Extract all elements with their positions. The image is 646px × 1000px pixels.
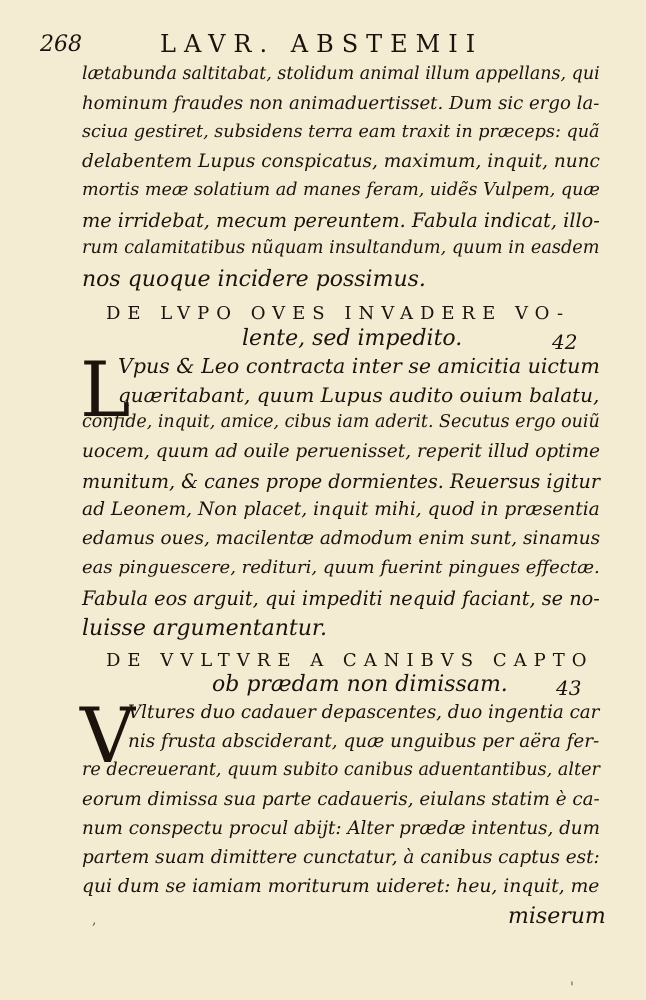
text-line: eas pinguescere, redituri, quum fuerint pingues effectæ. bbox=[82, 557, 600, 578]
fable-subtitle: lente, sed impedito. bbox=[242, 326, 463, 351]
running-title: LAVR. ABSTEMII bbox=[160, 30, 484, 58]
text-line: Vltures duo cadauer depascentes, duo ingentia car bbox=[128, 702, 600, 723]
fable-title: DE VVLTVRE A CANIBVS CAPTO bbox=[106, 650, 594, 671]
text-line: delabentem Lupus conspicatus, maximum, inquit, nunc bbox=[82, 151, 600, 172]
text-line: Fabula eos arguit, qui impediti nequid faciant, se no- bbox=[82, 587, 600, 610]
drop-cap: V bbox=[80, 691, 135, 780]
catchword: miserum bbox=[508, 904, 606, 929]
text-line: rum calamitatibus nũquam insultandum, quum in easdem bbox=[82, 238, 600, 258]
text-line: nos quoque incidere possimus. bbox=[82, 267, 426, 292]
text-line: confide, inquit, amice, cibus iam aderit. Secutus ergo ouiũ bbox=[82, 412, 600, 432]
text-line: luisse argumentantur. bbox=[82, 616, 327, 641]
text-line: partem suam dimittere cunctatur, à canibus captus est: bbox=[82, 847, 600, 868]
text-line: nis frusta absciderant, quæ unguibus per aëra fer- bbox=[128, 731, 600, 752]
fable-number: 42 bbox=[552, 330, 578, 354]
text-line: hominum fraudes non animaduertisset. Dum sic ergo la- bbox=[82, 93, 600, 114]
text-line: sciua gestiret, subsidens terra eam traxit in præceps: quã bbox=[82, 122, 600, 142]
fable-title: DE LVPO OVES INVADERE VO- bbox=[106, 303, 571, 324]
page-number: 268 bbox=[40, 32, 82, 57]
text-line: edamus oues, macilentæ admodum enim sunt, sinamus bbox=[82, 528, 601, 549]
page-header bbox=[40, 30, 610, 60]
text-line: mortis meæ solatium ad manes feram, uidẽs Vulpem, quæ bbox=[82, 180, 600, 200]
ink-mark: , bbox=[92, 912, 97, 928]
text-line: lætabunda saltitabat, stolidum animal illum appellans, qui bbox=[82, 64, 600, 84]
text-line: Vpus & Leo contracta inter se amicitia uictum bbox=[118, 354, 600, 378]
text-line: eorum dimissa sua parte cadaueris, eiulans statim è ca- bbox=[82, 789, 600, 810]
text-line: re decreuerant, quum subito canibus aduentantibus, alter bbox=[82, 760, 600, 780]
ink-mark: ' bbox=[570, 980, 574, 996]
text-line: munitum, & canes prope dormientes. Reuersus igitur bbox=[82, 470, 600, 493]
fable-number: 43 bbox=[556, 676, 582, 700]
text-line: me irridebat, mecum pereuntem. Fabula indicat, illo- bbox=[82, 209, 600, 232]
text-line: qui dum se iamiam moriturum uideret: heu, inquit, me bbox=[82, 876, 600, 897]
text-line: uocem, quum ad ouile peruenisset, reperit illud optime bbox=[82, 441, 600, 462]
text-line: quæritabant, quum Lupus audito ouium balatu, bbox=[118, 383, 600, 407]
text-line: num conspectu procul abijt: Alter prædæ intentus, dum bbox=[82, 818, 600, 839]
fable-subtitle: ob prædam non dimissam. bbox=[212, 672, 508, 697]
text-line: ad Leonem, Non placet, inquit mihi, quod in præsentia bbox=[82, 499, 600, 520]
drop-cap: L bbox=[80, 345, 131, 434]
